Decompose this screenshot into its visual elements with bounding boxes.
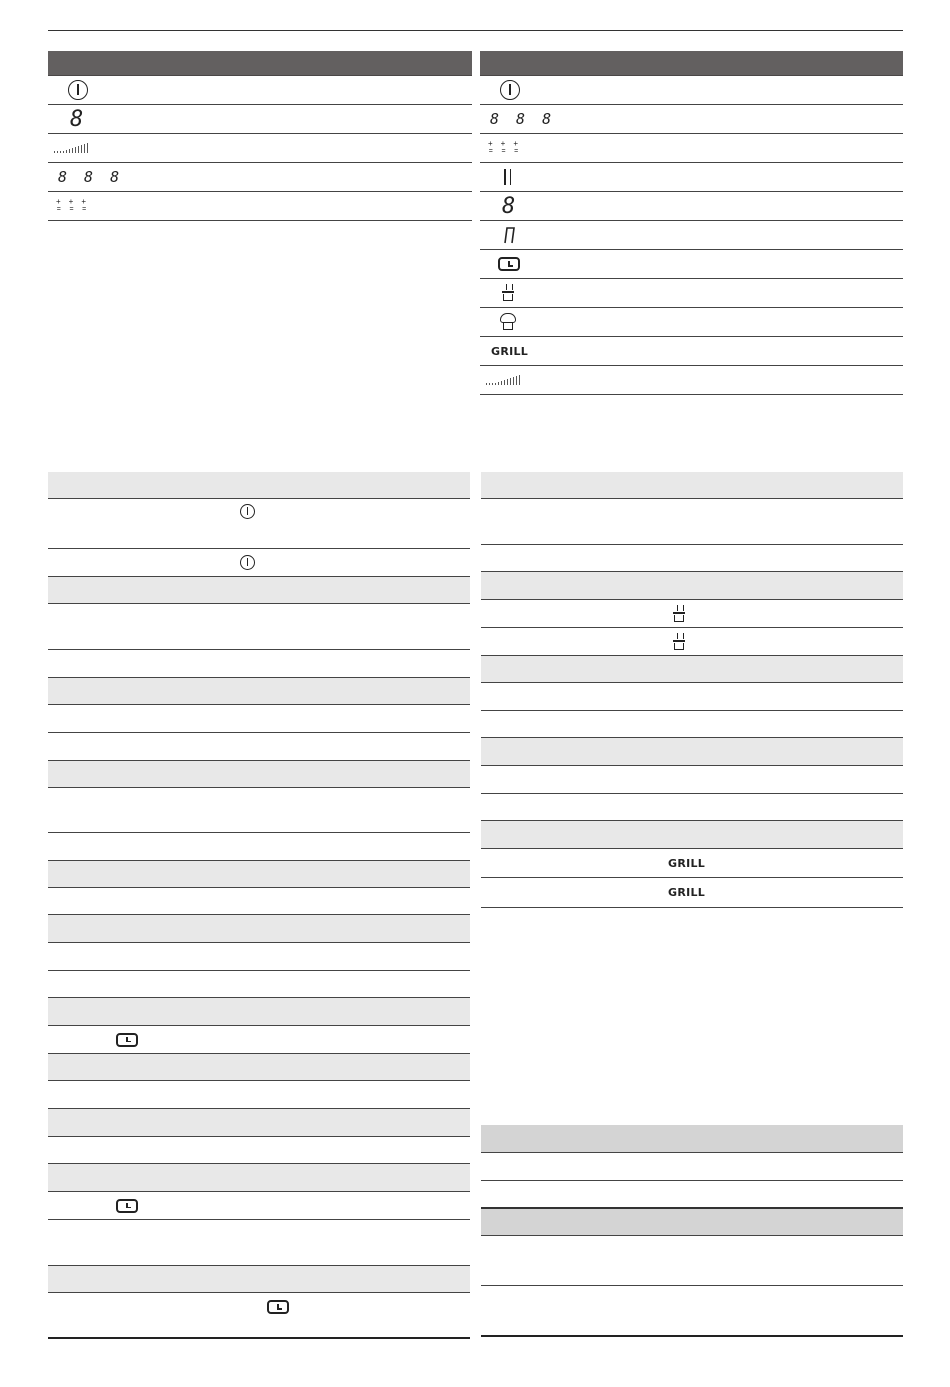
ops-row xyxy=(48,1026,470,1054)
ops-row xyxy=(481,545,903,572)
info-row xyxy=(481,1181,903,1209)
pot-icon xyxy=(671,605,687,623)
level-bars-icon xyxy=(486,375,520,385)
ops-row xyxy=(48,705,470,733)
ops-row xyxy=(481,683,903,711)
ops-row xyxy=(48,1293,470,1339)
symbol-row-triple-digit xyxy=(480,105,903,134)
ops-row xyxy=(481,849,903,878)
info-row xyxy=(481,1236,903,1286)
pot-icon xyxy=(671,633,687,651)
ops-heading xyxy=(48,1054,470,1081)
timer-icon xyxy=(116,1199,138,1213)
symbol-row-bars xyxy=(480,366,903,395)
ops-heading xyxy=(481,472,903,499)
ops-row xyxy=(48,1081,470,1109)
ops-row xyxy=(48,971,470,998)
ops-row xyxy=(481,499,903,545)
info-row xyxy=(481,1286,903,1337)
info-row xyxy=(481,1153,903,1181)
pause-icon xyxy=(504,169,511,185)
symbol-row-chef xyxy=(480,308,903,337)
ops-row xyxy=(48,833,470,861)
grill-label: GRILL xyxy=(491,344,529,358)
symbol-row-plus-minus xyxy=(480,134,903,163)
ops-heading xyxy=(48,1266,470,1293)
pot-icon xyxy=(500,284,516,302)
ops-row xyxy=(481,766,903,794)
ops-heading xyxy=(48,678,470,705)
digit-display-icon: 8 xyxy=(502,193,520,219)
grill-label: GRILL xyxy=(668,886,706,899)
ops-row xyxy=(481,878,903,908)
symbol-row-grill xyxy=(480,337,903,366)
ops-heading xyxy=(481,738,903,766)
ops-row xyxy=(48,788,470,833)
top-rule xyxy=(48,30,903,31)
power-icon xyxy=(240,504,255,519)
ops-heading xyxy=(48,1164,470,1192)
power-icon xyxy=(500,80,520,100)
triple-digit-display-icon: 8 8 8 xyxy=(490,110,556,128)
power-icon xyxy=(68,80,88,100)
ops-heading xyxy=(48,915,470,943)
power-icon xyxy=(240,555,255,570)
ops-heading xyxy=(48,998,470,1026)
level-bars-icon xyxy=(54,143,88,153)
symbol-row-power xyxy=(480,76,903,105)
symbol-row-bars xyxy=(48,134,472,163)
ops-row xyxy=(48,1192,470,1220)
grill-label: GRILL xyxy=(668,856,706,870)
ops-row xyxy=(48,549,470,577)
ops-row xyxy=(481,794,903,821)
ops-row xyxy=(48,1220,470,1266)
ops-row xyxy=(48,604,470,650)
table-header xyxy=(480,51,903,76)
ops-row xyxy=(481,711,903,738)
symbol-row-power xyxy=(48,76,472,105)
triple-digit-display-icon: 8 8 8 xyxy=(58,168,124,186)
ops-heading xyxy=(48,472,470,499)
ops-row xyxy=(48,499,470,549)
ops-row xyxy=(48,650,470,678)
ops-heading xyxy=(48,1109,470,1137)
symbol-row-pause xyxy=(480,163,903,192)
ops-row xyxy=(481,628,903,656)
plus-minus-icon: + = + = + = xyxy=(488,139,519,155)
ops-row xyxy=(48,943,470,971)
symbol-row-plus-minus xyxy=(48,192,472,221)
symbol-row-digit xyxy=(480,192,903,221)
ops-heading xyxy=(48,761,470,788)
ops-heading xyxy=(48,577,470,604)
operations-table-right xyxy=(481,472,903,908)
segment-n-icon xyxy=(502,225,516,245)
digit-display-icon: 8 xyxy=(70,106,88,132)
symbol-row-pot xyxy=(480,279,903,308)
symbol-row-timer xyxy=(480,250,903,279)
info-heading xyxy=(481,1209,903,1236)
timer-icon xyxy=(267,1300,289,1314)
symbols-table-right xyxy=(480,51,903,395)
ops-row xyxy=(481,600,903,628)
ops-row xyxy=(48,888,470,915)
chef-hat-icon xyxy=(499,313,517,331)
info-heading xyxy=(481,1125,903,1153)
timer-icon xyxy=(498,257,520,271)
timer-icon xyxy=(116,1033,138,1047)
ops-heading xyxy=(481,656,903,683)
symbol-row-triple-digit xyxy=(48,163,472,192)
ops-heading xyxy=(481,572,903,600)
table-header xyxy=(48,51,472,76)
ops-row xyxy=(48,1137,470,1164)
symbol-row-segment-n xyxy=(480,221,903,250)
symbols-table-left xyxy=(48,51,472,221)
ops-heading xyxy=(48,861,470,888)
info-table-right-bottom xyxy=(481,1125,903,1337)
ops-heading xyxy=(481,821,903,849)
operations-table-left xyxy=(48,472,470,1339)
plus-minus-icon: + = + = + = xyxy=(56,197,87,213)
symbol-row-digit xyxy=(48,105,472,134)
ops-row xyxy=(48,733,470,761)
